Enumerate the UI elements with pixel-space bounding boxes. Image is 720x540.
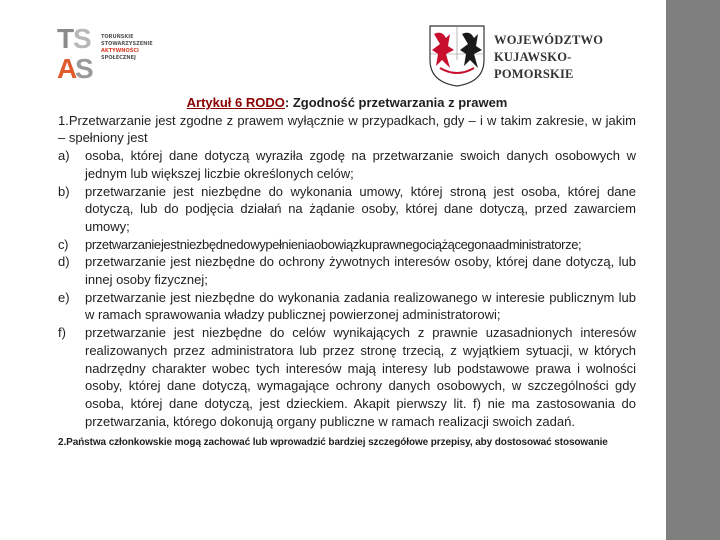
list-item-text: przetwarzanie jest niezbędne do celów wynikających z prawnie uzasadnionych interesów realizowanych przez administratora lub przez stronę trzecią, z wyjątkiem sytuacji, w których nadrzędny charakter wobec tych interesów mają interesy lub podstawowe prawa i wolności osoby, której dane dotyczą, wymagające ochrony danych osobowych, w szczególności gdy osoba, której dane dotyczą, jest dzieckiem. Akapit pierwszy lit. f) nie ma zastosowania do przetwarzania, którego dokonują organy publiczne w ramach realizacji swoich zadań. (85, 325, 636, 429)
svg-text:S: S (73, 23, 92, 54)
list-item (58, 324, 636, 430)
list-marker: b) (58, 183, 70, 199)
wojewodztwo-logo (424, 20, 648, 92)
wojewodztwo-name (494, 32, 648, 83)
svg-text:T: T (57, 23, 75, 54)
list-item (58, 253, 636, 288)
wojewodztwo-name-line-1: WOJEWÓDZTWO (494, 33, 604, 47)
tsas-text-line-1: TORUŃSKIE (101, 34, 134, 40)
list-item-text: przetwarzanie jest niezbędne do ochrony żywotnych interesów osoby, której dane dotyczą, lub innej osoby fizycznej; (85, 254, 636, 288)
list-item-text: osoba, której dane dotyczą wyraziła zgodę na przetwarzanie swoich danych osobowych w jednym lub większej liczbie określonych celów; (85, 148, 636, 181)
tsas-text-line-2: STOWARZYSZENIE (101, 41, 153, 47)
list-marker: e) (58, 289, 70, 305)
tsas-logo (55, 22, 165, 80)
paragraph-1: 1.Przetwarzanie jest zgodne z prawem wyłącznie w przypadkach, gdy – i w takim zakresie, w jakim – spełniony jest (58, 112, 636, 146)
list-marker: c) (58, 236, 69, 252)
coat-of-arms-icon (428, 24, 486, 88)
list-item (58, 147, 636, 182)
conditions-list (58, 147, 636, 430)
list-item-text: przetwarzanie jest niezbędne do wypełnienia obowiązku prawnego ciążącego na administratorze; (85, 236, 582, 252)
tsas-text-line-4: SPOŁECZNEJ (101, 55, 136, 61)
article-link[interactable]: Artykuł 6 RODO (186, 95, 285, 110)
list-item (58, 236, 636, 254)
tsas-letters-graphic (55, 22, 103, 80)
document-title (58, 94, 636, 112)
list-marker: d) (58, 254, 70, 270)
paragraph-2: 2.Państwa członkowskie mogą zachować lub wprowadzić bardziej szczegółowe przepisy, aby dostosować stosowanie (58, 437, 608, 449)
svg-text:S: S (75, 53, 94, 80)
tsas-text (101, 34, 163, 62)
right-side-band (666, 0, 720, 540)
list-marker: f) (58, 325, 66, 341)
list-item-text: przetwarzanie jest niezbędne do wykonania umowy, której stroną jest osoba, której dane dotyczą, lub do podjęcia działań na żądanie osoby, której dane dotyczą, przed zawarciem umowy; (85, 183, 636, 234)
title-rest: : Zgodność przetwarzania z prawem (284, 95, 508, 110)
document-body (58, 94, 636, 449)
list-item (58, 183, 636, 236)
list-marker: a) (58, 148, 70, 164)
wojewodztwo-name-line-2: KUJAWSKO-POMORSKIE (494, 50, 574, 81)
list-item (58, 289, 636, 324)
list-item-text: przetwarzanie jest niezbędne do wykonania zadania realizowanego w interesie publicznym lub w ramach sprawowania władzy publicznej powierzonej administratorowi; (85, 289, 636, 323)
svg-text:A: A (57, 53, 78, 80)
tsas-text-line-3: AKTYWNOŚCI (101, 48, 139, 54)
